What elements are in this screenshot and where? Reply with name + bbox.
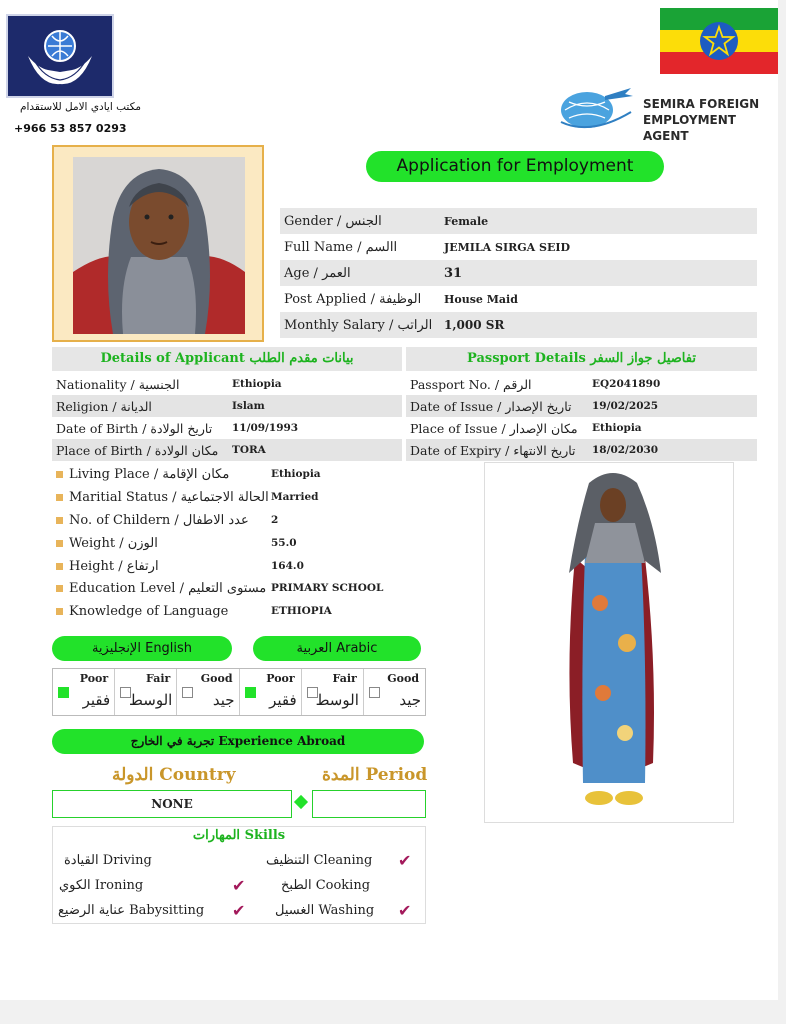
row-label: Knowledge of Language <box>69 603 229 619</box>
personal-living-place <box>52 463 424 485</box>
country-value-field[interactable]: NONE <box>52 790 292 818</box>
field-gender <box>280 208 757 234</box>
level-label: Good <box>200 672 233 685</box>
check-icon: ✔ <box>398 851 412 870</box>
row-label: Passport No. / الرقم <box>410 376 532 392</box>
row-label: Place of Issue / مكان الإصدار <box>410 420 578 436</box>
bullet-icon <box>56 494 63 501</box>
english-language-pill: الإنجليزية English <box>52 636 232 661</box>
personal-education <box>52 577 424 599</box>
level-label: Poor <box>79 672 109 685</box>
period-column-label: المدة Period <box>322 765 428 785</box>
level-label: Fair <box>146 672 171 685</box>
english-level-good[interactable] <box>177 669 239 715</box>
field-label: Full Name / االسم <box>284 239 398 255</box>
bullet-icon <box>56 471 63 478</box>
row-value: Married <box>271 491 319 503</box>
arabic-level-poor[interactable] <box>240 669 302 715</box>
row-value: EQ2041890 <box>592 378 661 390</box>
arabic-language-pill: العربية Arabic <box>253 636 421 661</box>
english-level-fair[interactable] <box>115 669 177 715</box>
row-value: 19/02/2025 <box>592 400 659 412</box>
row-value: TORA <box>232 444 266 456</box>
personal-marital-status <box>52 486 424 508</box>
personal-height <box>52 555 424 577</box>
office-phone: +966 53 857 0293 <box>14 122 127 135</box>
field-label: Post Applied / الوظيفة <box>284 291 422 307</box>
row-value: 2 <box>271 514 279 526</box>
skills-heading: المهارات Skills <box>192 828 286 843</box>
row-label: Religion / الديانة <box>56 398 152 414</box>
diamond-icon <box>294 795 308 809</box>
row-label: Date of Birth / تاريخ الولادة <box>56 420 213 436</box>
field-label: Gender / الجنس <box>284 213 382 229</box>
skill-cooking: الطبخ Cooking <box>281 878 371 893</box>
row-label: Maritial Status / الحالة الاجتماعية <box>69 489 269 505</box>
applicant-row-religion <box>52 395 402 417</box>
bullet-icon <box>56 608 63 615</box>
row-value: Ethiopia <box>271 468 321 480</box>
agent-name-line2: EMPLOYMENT AGENT <box>643 113 736 143</box>
experience-abroad-heading: تجربة في الخارج Experience Abroad <box>52 729 424 754</box>
arabic-level-good[interactable] <box>364 669 425 715</box>
check-icon: ✔ <box>398 901 412 920</box>
field-post-applied <box>280 286 757 312</box>
bullet-icon <box>56 585 63 592</box>
row-value: 55.0 <box>271 537 297 549</box>
row-label: Height / ارتفاع <box>69 558 159 574</box>
row-value: Ethiopia <box>592 422 642 434</box>
field-label: Monthly Salary / الراتب <box>284 317 433 333</box>
office-logo <box>6 14 114 98</box>
field-value: 1,000 SR <box>444 318 505 332</box>
row-label: Nationality / الجنسية <box>56 376 180 392</box>
row-value: 18/02/2030 <box>592 444 659 456</box>
row-value: ETHIOPIA <box>271 605 332 617</box>
skill-cleaning: التنظيف Cleaning <box>266 853 373 868</box>
level-label-ar: جيد <box>399 691 422 709</box>
passport-row-issue-date <box>406 395 757 417</box>
skill-driving: القيادة Driving <box>64 853 152 868</box>
bullet-icon <box>56 563 63 570</box>
office-name: مكتب ايادي الامل للاستقدام <box>19 101 141 113</box>
check-icon: ✔ <box>232 876 246 895</box>
field-monthly-salary <box>280 312 757 338</box>
personal-weight <box>52 532 424 554</box>
applicant-row-nationality <box>52 373 402 395</box>
checkbox-checked-icon[interactable] <box>245 687 256 698</box>
row-label: No. of Childern / عدد الاطفال <box>69 512 249 528</box>
agent-name <box>643 96 783 144</box>
row-label: Weight / الوزن <box>69 535 158 551</box>
level-label-ar: فقير <box>82 691 111 709</box>
field-full-name <box>280 234 757 260</box>
field-value: House Maid <box>444 292 518 306</box>
field-value: 31 <box>444 265 463 281</box>
row-value: Islam <box>232 400 265 412</box>
passport-row-number <box>406 373 757 395</box>
level-label: Fair <box>332 672 357 685</box>
arabic-level-fair[interactable] <box>302 669 364 715</box>
checkbox-checked-icon[interactable] <box>58 687 69 698</box>
skill-washing: الغسيل Washing <box>275 903 375 918</box>
form-title: Application for Employment <box>366 151 664 182</box>
row-value: 164.0 <box>271 560 304 572</box>
row-label: Date of Expiry / تاريخ الانتهاء <box>410 442 576 458</box>
checkbox-icon[interactable] <box>369 687 380 698</box>
row-label: Education Level / مستوى التعليم <box>69 580 267 596</box>
level-label-ar: الوسط <box>129 691 173 709</box>
agent-logo-icon <box>555 82 640 134</box>
passport-row-issue-place <box>406 417 757 439</box>
row-label: Living Place / مكان الإقامة <box>69 466 230 482</box>
level-label: Good <box>387 672 420 685</box>
row-value: PRIMARY SCHOOL <box>271 582 384 594</box>
agent-name-line1: SEMIRA FOREIGN <box>643 97 760 111</box>
portrait-photo <box>73 157 245 334</box>
field-age <box>280 260 757 286</box>
skill-ironing: الكوي Ironing <box>59 878 144 893</box>
field-value: Female <box>444 214 489 228</box>
english-level-poor[interactable] <box>53 669 115 715</box>
level-label-ar: الوسط <box>315 691 359 709</box>
skill-babysitting: عناية الرضيع Babysitting <box>58 903 205 918</box>
field-value: JEMILA SIRGA SEID <box>444 240 571 254</box>
check-icon: ✔ <box>232 901 246 920</box>
bullet-icon <box>56 540 63 547</box>
row-value: Ethiopia <box>232 378 282 390</box>
checkbox-icon[interactable] <box>182 687 193 698</box>
country-column-label: الدولة Country <box>112 765 236 785</box>
bullet-icon <box>56 517 63 524</box>
passport-details-heading: Passport Details تفاصيل جواز السفر <box>406 347 757 371</box>
period-value-field[interactable] <box>312 790 426 818</box>
top-fields-table <box>280 208 757 338</box>
level-label-ar: جيد <box>212 691 235 709</box>
row-value: 11/09/1993 <box>232 422 299 434</box>
full-body-photo <box>484 462 734 823</box>
passport-row-expiry <box>406 439 757 461</box>
ethiopia-flag <box>660 8 778 74</box>
level-label: Poor <box>266 672 295 685</box>
personal-language-knowledge <box>52 600 424 622</box>
language-level-grid <box>52 668 426 716</box>
row-label: Place of Birth / مكان الولادة <box>56 442 219 458</box>
field-label: Age / العمر <box>284 265 351 281</box>
personal-children <box>52 509 424 531</box>
applicant-row-place-of-birth <box>52 439 402 461</box>
applicant-details-heading: Details of Applicant بيانات مقدم الطلب <box>52 347 402 371</box>
applicant-row-dob <box>52 417 402 439</box>
level-label-ar: فقير <box>269 691 297 709</box>
row-label: Date of Issue / تاريخ الإصدار <box>410 398 572 414</box>
